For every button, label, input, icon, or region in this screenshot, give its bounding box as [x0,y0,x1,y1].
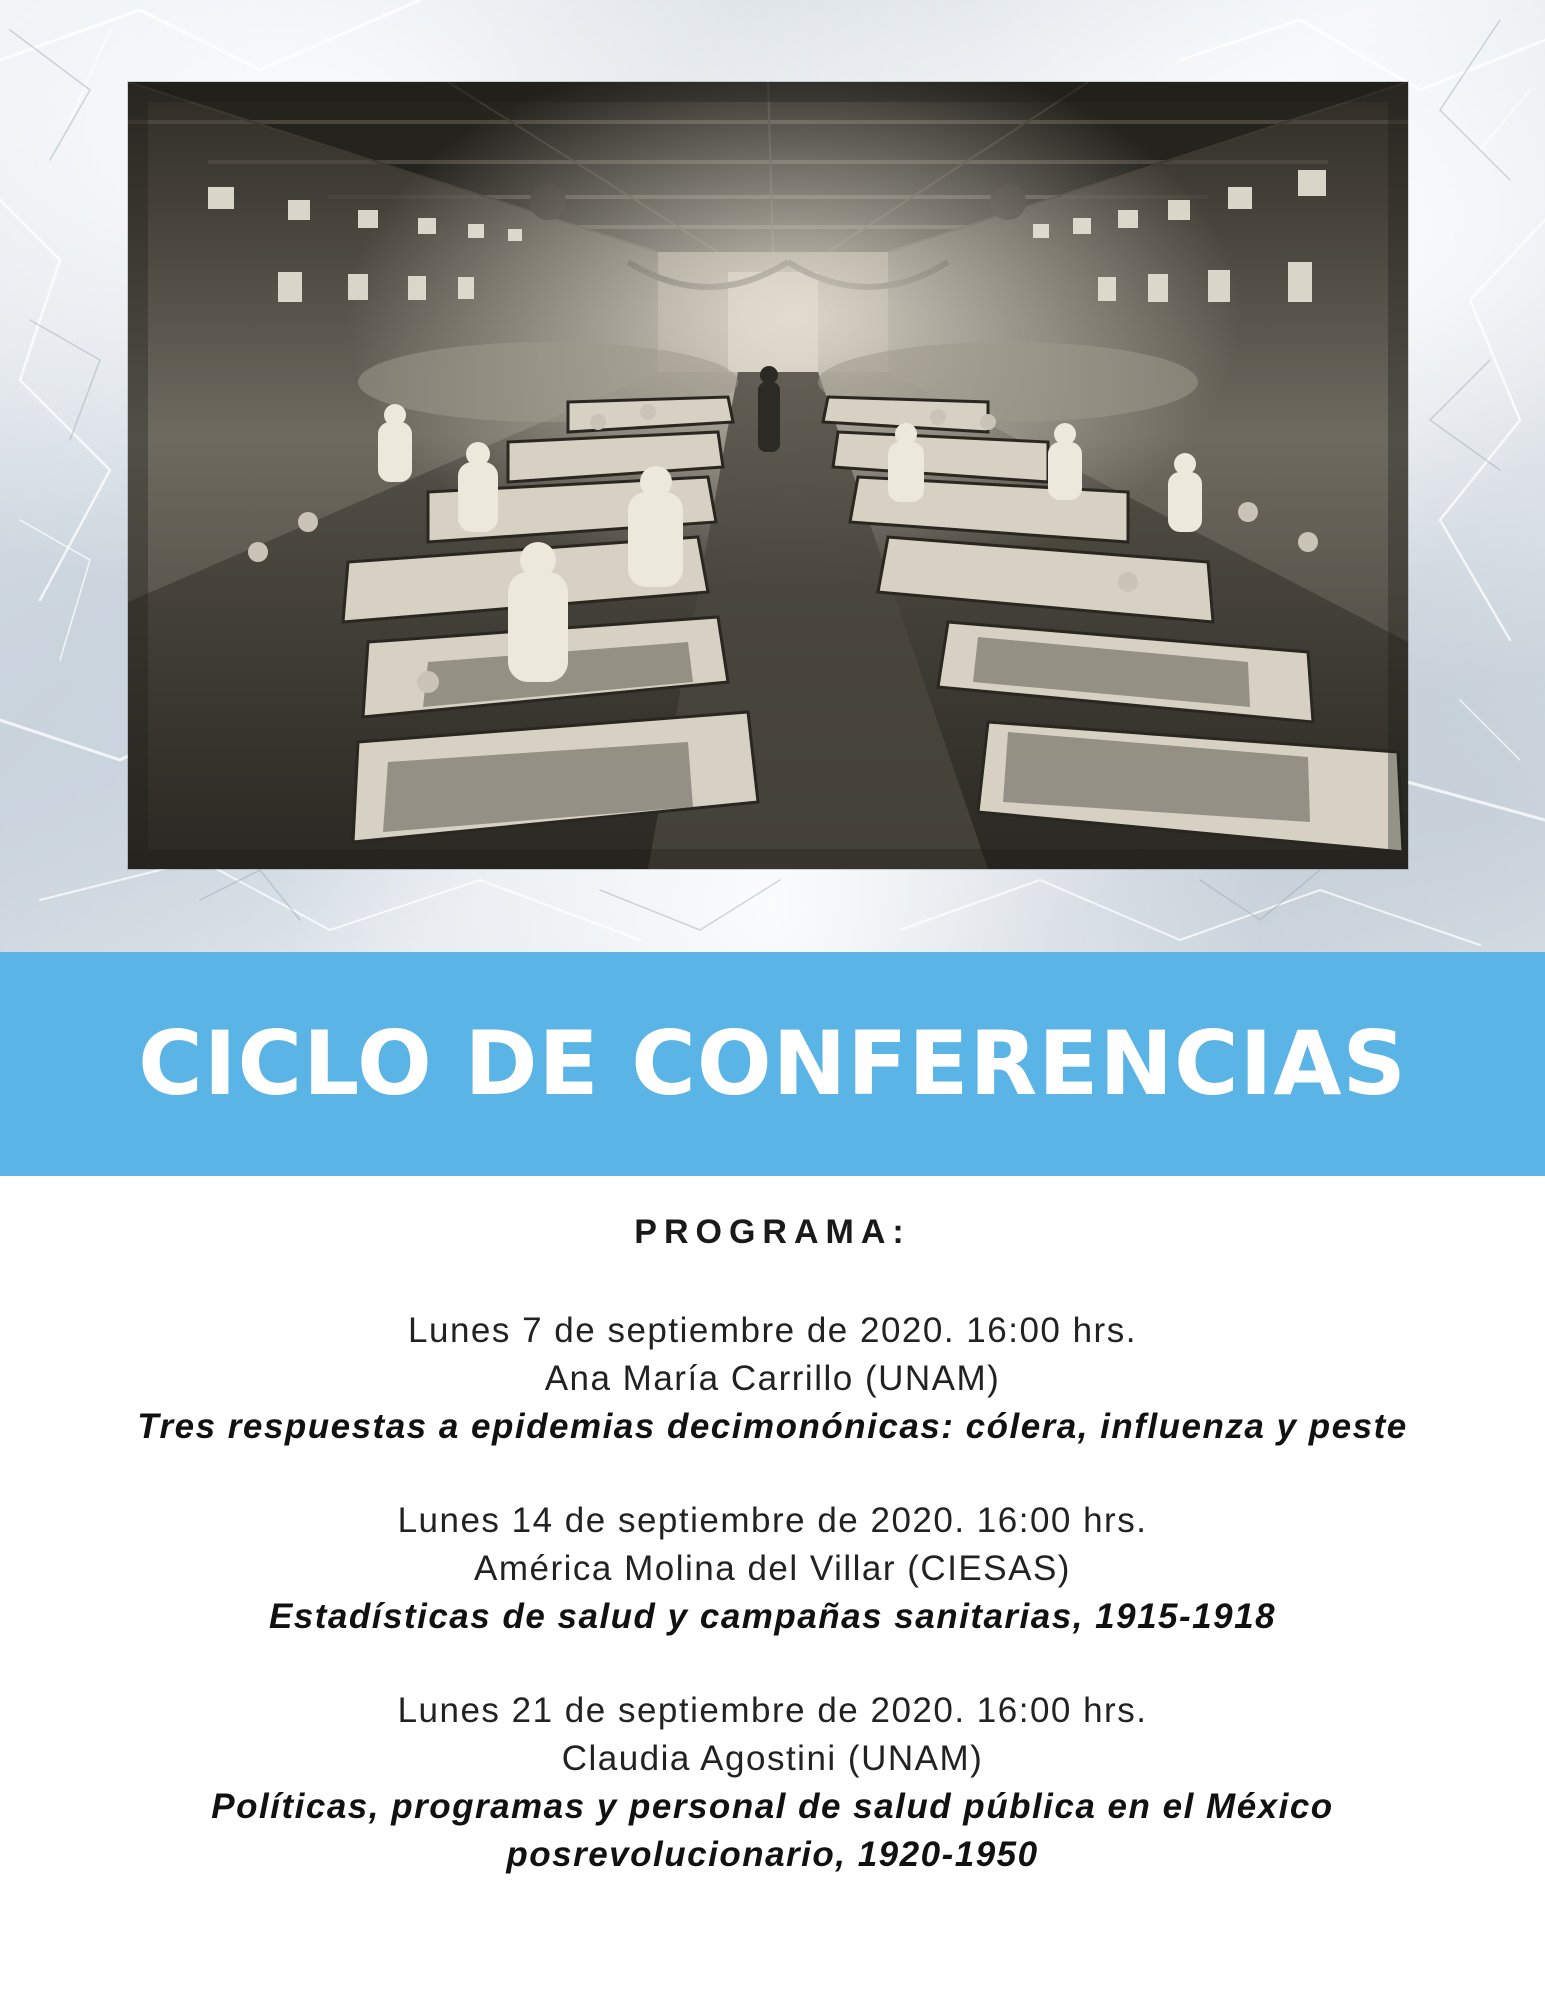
session-date: Lunes 21 de septiembre de 2020. 16:00 hrs. [397,1690,1148,1730]
program-section [0,1176,1545,1879]
session-talk-title: Estadísticas de salud y campañas sanitarias, 1915-1918 [268,1596,1277,1636]
session-speaker: Ana María Carrillo (UNAM) [544,1358,1001,1398]
ward-illustration [128,82,1408,869]
session-talk-title: Tres respuestas a epidemias decimonónicas: cólera, influenza y peste [137,1406,1408,1446]
poster-title: CICLO DE CONFERENCIAS [138,1012,1407,1115]
program-heading: PROGRAMA: [634,1213,911,1251]
session-item [0,1687,1545,1879]
title-band [0,952,1545,1176]
session-item [0,1307,1545,1451]
session-talk-title: Políticas, programas y personal de salud pública en el México posrevolucionario, 1920-1950 [211,1786,1334,1874]
session-item [0,1497,1545,1641]
historic-hospital-ward-photo [128,82,1408,869]
session-speaker: Claudia Agostini (UNAM) [561,1738,984,1778]
session-speaker: América Molina del Villar (CIESAS) [474,1548,1071,1588]
session-date: Lunes 7 de septiembre de 2020. 16:00 hrs. [408,1310,1137,1350]
session-date: Lunes 14 de septiembre de 2020. 16:00 hrs. [397,1500,1148,1540]
